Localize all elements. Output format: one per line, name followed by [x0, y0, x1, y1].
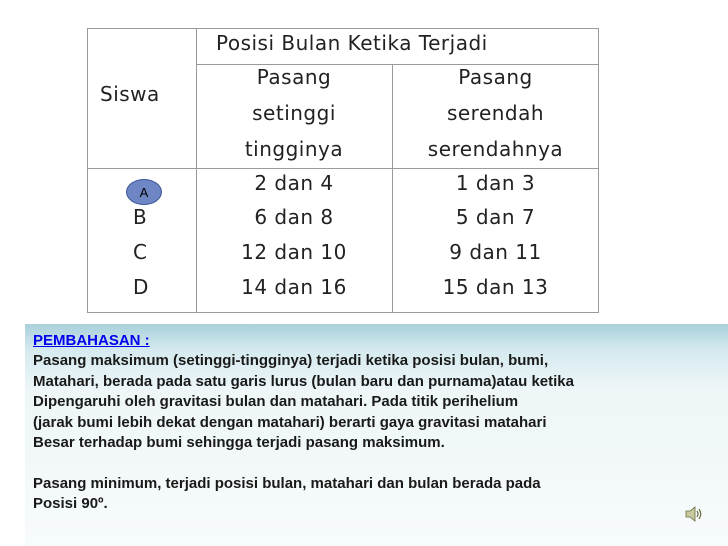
header-low-line2: serendah	[446, 101, 545, 125]
row-low-value: 9 dan 11	[449, 240, 542, 264]
row-siswa: C	[133, 240, 148, 264]
row-high-value: 12 dan 10	[241, 240, 347, 264]
explanation-title[interactable]: PEMBAHASAN :	[33, 332, 150, 349]
explanation-paragraph: Pasang minimum, terjadi posisi bulan, matahari dan bulan berada pada Posisi 90º.	[33, 474, 541, 512]
row-high-value: 2 dan 4	[254, 171, 334, 195]
header-low-line1: Pasang	[458, 65, 533, 89]
speaker-icon[interactable]	[684, 504, 704, 524]
header-siswa: Siswa	[100, 82, 160, 106]
header-high-line2: setinggi	[252, 101, 336, 125]
row-high-value: 14 dan 16	[241, 275, 347, 299]
header-high-line3: tingginya	[244, 137, 344, 161]
row-siswa: D	[133, 275, 149, 299]
explanation-paragraph: Pasang maksimum (setinggi-tingginya) terjadi ketika posisi bulan, bumi, Matahari, berada pada satu garis lurus (bulan baru dan purnama)atau ketika Dipengaruhi oleh gravitasi bulan dan matahari. Pada titik perihelium (jarak bumi lebih dekat dengan matahari) berarti gaya gravitasi matahari Besar terhadap bumi sehingga terjadi pasang maksimum.	[33, 352, 574, 451]
header-high-line1: Pasang	[256, 65, 332, 89]
row-low-value: 1 dan 3	[455, 171, 536, 195]
explanation-panel	[25, 324, 728, 546]
header-low-line3: serendahnya	[427, 137, 564, 161]
row-siswa: B	[133, 205, 148, 229]
row-high-value: 6 dan 8	[254, 205, 334, 229]
row-low-value: 5 dan 7	[455, 205, 536, 229]
header-group-title: Posisi Bulan Ketika Terjadi	[216, 31, 488, 55]
row-low-value: 15 dan 13	[442, 275, 549, 299]
table-divider	[87, 168, 599, 169]
paragraph-spacer	[33, 454, 728, 474]
answer-option-a[interactable]: A	[126, 179, 162, 205]
